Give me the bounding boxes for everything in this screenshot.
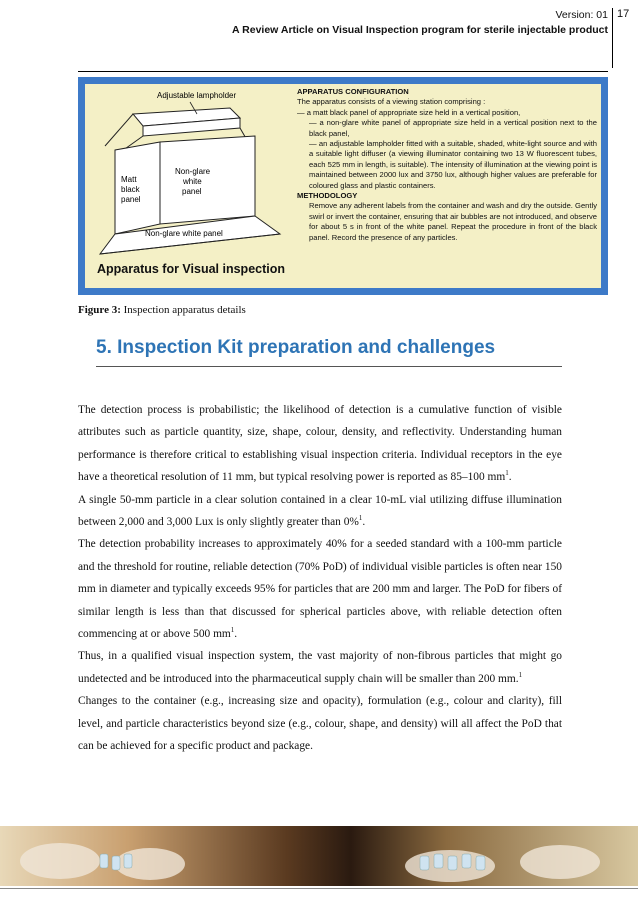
paragraph-text: The detection probability increases to approximately 40% for a seeded standard with a 100-mm particle and the threshold for routine, reliable detection (70% PoD) of individual visible particles is often near 150 mm in diameter and typically exceeds 95% for particles that are 200 mm and larger. The PoD for fibers of similar length is less than that discussed for spherical particles above, with reliable detection often commencing at or above 500 mm [78, 538, 562, 641]
white-panel-label: Non-glare white panel [145, 229, 223, 238]
body-text [78, 399, 562, 758]
matt-label-3: panel [121, 195, 141, 204]
paragraph [78, 690, 562, 757]
config-heading: APPARATUS CONFIGURATION [297, 87, 409, 96]
paragraph [78, 645, 562, 690]
paragraph [78, 533, 562, 645]
paragraph [78, 399, 562, 489]
citation: 1 [358, 514, 363, 523]
apparatus-drawing [85, 84, 290, 288]
figure-panel [85, 84, 601, 288]
method-text: Remove any adherent labels from the container and wash and dry the outside. Gently swirl or invert the container, ensuring that air bubbles are not introduced, and observe for about 5 s in front of the white panel. Repeat the procedure in front of the black panel. Record the presence of any particles. [309, 201, 597, 242]
paragraph [78, 489, 562, 534]
matt-label-2: black [121, 185, 140, 194]
config-item: — an adjustable lampholder fitted with a suitable, shaded, white-light source and with a suitable light diffuser (a viewing illuminator containing two 13 W fluorescent tubes, each 525 mm in length, is suitable). The intensity of illumination at the viewing point is maintained between 2000 lux and 3750 lux, although higher values are preferable for coloured glass and plastic containers. [309, 139, 597, 190]
figure-caption-label: Figure 3: [78, 304, 121, 316]
footer-banner-image [0, 826, 638, 886]
paragraph-text: Thus, in a qualified visual inspection system, the vast majority of non-fibrous particles that might go undetected and be introduced into the pharmaceutical supply chain will be smaller than 200 mm. [78, 650, 562, 685]
paragraph-tail: . [508, 471, 512, 484]
apparatus-box-title: Apparatus for Visual inspection [97, 262, 286, 276]
matt-label-1: Matt [121, 175, 137, 184]
running-header [88, 8, 608, 38]
white-label-1: Non-glare [175, 167, 211, 176]
config-intro: The apparatus consists of a viewing station comprising : [297, 97, 486, 107]
section-title: Inspection Kit preparation and challenges [117, 337, 496, 358]
paragraph-tail: . [234, 628, 238, 641]
section-number: 5. [96, 337, 112, 358]
apparatus-figure [78, 77, 608, 295]
page-number: 17 [612, 8, 632, 68]
white-label-3: panel [182, 187, 202, 196]
citation: 1 [505, 469, 509, 478]
footer-rule [0, 888, 638, 889]
section-heading [96, 337, 495, 359]
config-item: — a matt black panel of appropriate size held in a vertical position, [297, 107, 521, 117]
config-item: — a non-glare white panel of appropriate size held in a vertical position next to the black panel, [309, 118, 597, 138]
paragraph-text: The detection process is probabilistic; the likelihood of detection is a cumulative function of visible attributes such as particle quantity, size, shape, colour, density, and reflectivity. Understanding human performance is therefore critical to establishing visual inspection criteria. Individual receptors in the eye have a theoretical resolution of 11 mm, but typical resolving power is reported as 85–100 mm [78, 404, 562, 484]
figure-caption [78, 304, 246, 316]
apparatus-text [297, 87, 597, 243]
lampholder-label: Adjustable lampholder [157, 91, 237, 100]
figure-caption-text: Inspection apparatus details [123, 304, 246, 316]
section-rule [96, 366, 562, 367]
citation: 1 [230, 626, 235, 635]
version-label: Version: 01 [555, 9, 608, 21]
paragraph-text: A single 50-mm particle in a clear solution contained in a clear 10-mL vial utilizing diffuse illumination between 2,000 and 3,000 Lux is only slightly greater than 0% [78, 493, 562, 529]
vials-and-hands-illustration [0, 826, 638, 886]
paragraph-tail: . [362, 516, 366, 529]
paragraph-text: Changes to the container (e.g., increasing size and opacity), formulation (e.g., colour and clarity), fill level, and particle characteristics beyond size (e.g., colour, shape, and density) will all affect the PoD that can be achieved for a specific product and package. [78, 695, 562, 753]
apparatus-illustration [85, 84, 290, 288]
citation: 1 [518, 671, 523, 680]
header-title: A Review Article on Visual Inspection program for sterile injectable product [232, 24, 608, 36]
white-label-2: white [183, 177, 202, 186]
method-heading: METHODOLOGY [297, 191, 358, 201]
header-rule [78, 71, 608, 72]
